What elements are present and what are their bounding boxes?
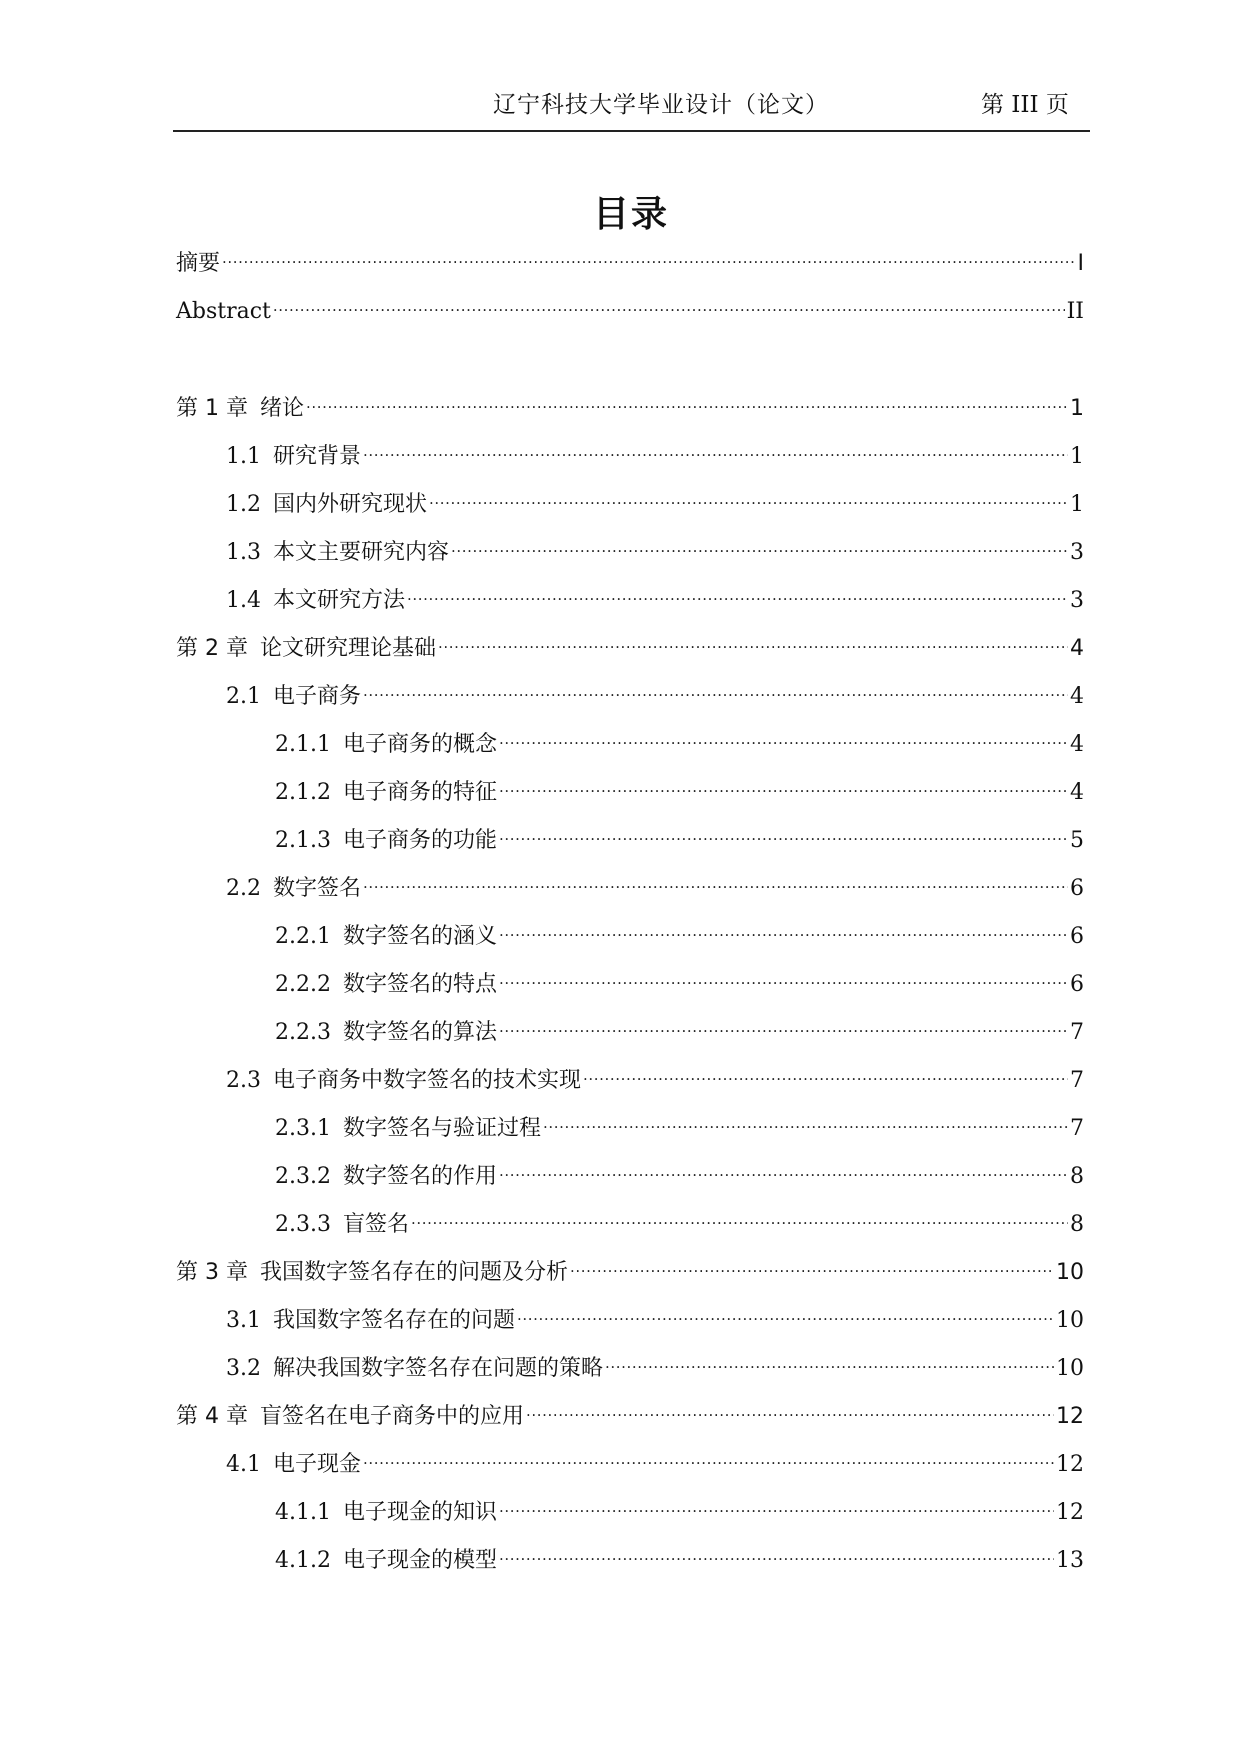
toc-entry-label: 电子商务的功能: [342, 828, 497, 853]
toc-entry-number: 2.1.3: [275, 828, 331, 853]
toc-entry-number: 4.1.1: [275, 1500, 331, 1525]
toc-entry-number: 2.1.1: [275, 732, 331, 757]
toc-entry-number: 2.3.3: [275, 1212, 331, 1237]
toc-leader-dots: [438, 627, 1068, 658]
toc-entry-page: 5: [1070, 828, 1084, 853]
toc-entry-number: 1.4: [226, 588, 261, 613]
header-page-number: 第 III 页: [981, 92, 1069, 118]
toc-entry-2-2-1[interactable]: [275, 922, 1084, 952]
toc-leader-dots: [499, 1539, 1054, 1570]
toc-entry-4-1[interactable]: [226, 1450, 1084, 1480]
toc-entry-label: 电子现金: [273, 1452, 362, 1477]
toc-entry-number: 4.1: [226, 1452, 261, 1477]
toc-entry-label: 本文研究方法: [273, 588, 406, 613]
toc-entry-label: 数字签名: [273, 876, 362, 901]
toc-entry-2-2-3[interactable]: [275, 1018, 1084, 1048]
toc-entry-2-1[interactable]: [226, 682, 1084, 712]
toc-entry-label: 解决我国数字签名存在问题的策略: [273, 1356, 604, 1381]
toc-entry-2-3-1[interactable]: [275, 1114, 1084, 1144]
toc-entry-2-1-1[interactable]: [275, 730, 1084, 760]
toc-entry-chapter-4[interactable]: [176, 1402, 1084, 1432]
toc-entry-number: 4.1.2: [275, 1548, 331, 1573]
toc-entry-page: 8: [1070, 1164, 1084, 1189]
toc-entry-abstract-cn[interactable]: [176, 249, 1084, 279]
toc-entry-number: 第 1 章: [176, 396, 248, 421]
toc-leader-dots: [411, 1203, 1068, 1234]
toc-entry-page: 3: [1070, 540, 1084, 565]
toc-entry-chapter-1[interactable]: [176, 394, 1084, 424]
toc-entry-number: 2.3.2: [275, 1164, 331, 1189]
toc-entry-page: 12: [1056, 1500, 1084, 1525]
toc-entry-number: 第 4 章: [176, 1404, 248, 1429]
toc-entry-label: 盲签名在电子商务中的应用: [259, 1404, 524, 1429]
toc-entry-number: 2.2.1: [275, 924, 331, 949]
toc-entry-3-2[interactable]: [226, 1354, 1084, 1384]
toc-leader-dots: [526, 1395, 1054, 1426]
toc-entry-label: 盲签名: [342, 1212, 409, 1237]
toc-entry-page: 6: [1070, 876, 1084, 901]
toc-leader-dots: [499, 819, 1068, 850]
toc-entry-label: 绪论: [259, 396, 304, 421]
toc-leader-dots: [222, 242, 1075, 273]
toc-leader-dots: [499, 915, 1068, 946]
toc-entry-page: 10: [1056, 1356, 1084, 1381]
toc-entry-number: 2.3.1: [275, 1116, 331, 1141]
toc-leader-dots: [407, 579, 1068, 610]
toc-leader-dots: [583, 1059, 1068, 1090]
toc-leader-dots: [306, 387, 1068, 418]
toc-entry-1-3[interactable]: [226, 538, 1084, 568]
toc-entry-label: 我国数字签名存在的问题: [273, 1308, 516, 1333]
toc-entry-label: 电子商务的概念: [342, 732, 497, 757]
toc-entry-label: 数字签名的特点: [342, 972, 497, 997]
toc-entry-label: 摘要: [176, 251, 221, 276]
toc-leader-dots: [363, 1443, 1054, 1474]
toc-entry-label: 国内外研究现状: [273, 492, 428, 517]
toc-entry-page: 1: [1070, 492, 1084, 517]
toc-entry-label: 电子商务的特征: [342, 780, 497, 805]
toc-entry-number: 2.3: [226, 1068, 261, 1093]
toc-entry-page: 4: [1070, 780, 1084, 805]
toc-entry-label: Abstract: [176, 299, 271, 324]
toc-entry-page: 4: [1070, 636, 1084, 661]
toc-entry-number: 第 3 章: [176, 1260, 248, 1285]
toc-entry-label: 电子现金的知识: [342, 1500, 497, 1525]
toc-entry-1-2[interactable]: [226, 490, 1084, 520]
toc-entry-number: 2.1.2: [275, 780, 331, 805]
toc-entry-2-2[interactable]: [226, 874, 1084, 904]
toc-entry-1-4[interactable]: [226, 586, 1084, 616]
toc-entry-number: 2.1: [226, 684, 261, 709]
toc-entry-number: 2.2.2: [275, 972, 331, 997]
toc-entry-abstract-en[interactable]: [176, 297, 1084, 327]
toc-leader-dots: [273, 290, 1065, 321]
toc-entry-page: 1: [1070, 444, 1084, 469]
toc-entry-label: 数字签名的作用: [342, 1164, 497, 1189]
toc-entry-2-3-2[interactable]: [275, 1162, 1084, 1192]
toc-leader-dots: [570, 1251, 1054, 1282]
toc-leader-dots: [543, 1107, 1068, 1138]
toc-leader-dots: [499, 1011, 1068, 1042]
toc-entry-label: 数字签名与验证过程: [342, 1116, 541, 1141]
toc-entry-page: 6: [1070, 972, 1084, 997]
toc-entry-2-1-3[interactable]: [275, 826, 1084, 856]
toc-entry-1-1[interactable]: [226, 442, 1084, 472]
toc-entry-page: I: [1077, 251, 1084, 276]
toc-entry-page: 7: [1070, 1020, 1084, 1045]
toc-leader-dots: [499, 963, 1068, 994]
toc-entry-2-1-2[interactable]: [275, 778, 1084, 808]
toc-entry-chapter-2[interactable]: [176, 634, 1084, 664]
toc-entry-page: 10: [1056, 1260, 1084, 1285]
toc-entry-3-1[interactable]: [226, 1306, 1084, 1336]
toc-entry-page: 10: [1056, 1308, 1084, 1333]
toc-entry-page: 7: [1070, 1116, 1084, 1141]
toc-leader-dots: [605, 1347, 1054, 1378]
toc-entry-number: 3.2: [226, 1356, 261, 1381]
toc-entry-label: 电子商务中数字签名的技术实现: [273, 1068, 582, 1093]
toc-entry-label: 数字签名的算法: [342, 1020, 497, 1045]
toc-entry-label: 数字签名的涵义: [342, 924, 497, 949]
toc-title: 目录: [592, 194, 669, 235]
toc-entry-4-1-2[interactable]: [275, 1546, 1084, 1576]
header-title: 辽宁科技大学毕业设计（论文）: [493, 92, 829, 118]
toc-entry-label: 我国数字签名存在的问题及分析: [259, 1260, 568, 1285]
toc-entry-page: 12: [1056, 1404, 1084, 1429]
toc-entry-page: 4: [1070, 684, 1084, 709]
toc-leader-dots: [517, 1299, 1054, 1330]
toc-leader-dots: [499, 723, 1068, 754]
toc-entry-2-3-3[interactable]: [275, 1210, 1084, 1240]
toc-entry-number: 1.1: [226, 444, 261, 469]
toc-entry-label: 电子现金的模型: [342, 1548, 497, 1573]
toc-entry-number: 2.2: [226, 876, 261, 901]
toc-leader-dots: [499, 771, 1068, 802]
toc-entry-chapter-3[interactable]: [176, 1258, 1084, 1288]
toc-entry-2-2-2[interactable]: [275, 970, 1084, 1000]
toc-entry-page: 6: [1070, 924, 1084, 949]
toc-entry-page: 12: [1056, 1452, 1084, 1477]
toc-leader-dots: [499, 1491, 1054, 1522]
toc-entry-page: 7: [1070, 1068, 1084, 1093]
toc-entry-page: 8: [1070, 1212, 1084, 1237]
toc-entry-4-1-1[interactable]: [275, 1498, 1084, 1528]
toc-entry-label: 论文研究理论基础: [259, 636, 436, 661]
toc-leader-dots: [429, 483, 1068, 514]
toc-entry-number: 1.2: [226, 492, 261, 517]
toc-entry-label: 电子商务: [273, 684, 362, 709]
toc-leader-dots: [363, 867, 1068, 898]
toc-entry-number: 2.2.3: [275, 1020, 331, 1045]
toc-entry-2-3[interactable]: [226, 1066, 1084, 1096]
toc-entry-label: 本文主要研究内容: [273, 540, 450, 565]
toc-entry-number: 第 2 章: [176, 636, 248, 661]
toc-entry-label: 研究背景: [273, 444, 362, 469]
toc-entry-number: 1.3: [226, 540, 261, 565]
toc-entry-page: 1: [1070, 396, 1084, 421]
toc-leader-dots: [363, 435, 1068, 466]
toc-leader-dots: [363, 675, 1068, 706]
toc-entry-page: 4: [1070, 732, 1084, 757]
toc-entry-page: 13: [1056, 1548, 1084, 1573]
toc-entry-page: II: [1066, 299, 1084, 324]
toc-entry-number: 3.1: [226, 1308, 261, 1333]
toc-leader-dots: [451, 531, 1068, 562]
toc-entry-page: 3: [1070, 588, 1084, 613]
toc-leader-dots: [499, 1155, 1068, 1186]
